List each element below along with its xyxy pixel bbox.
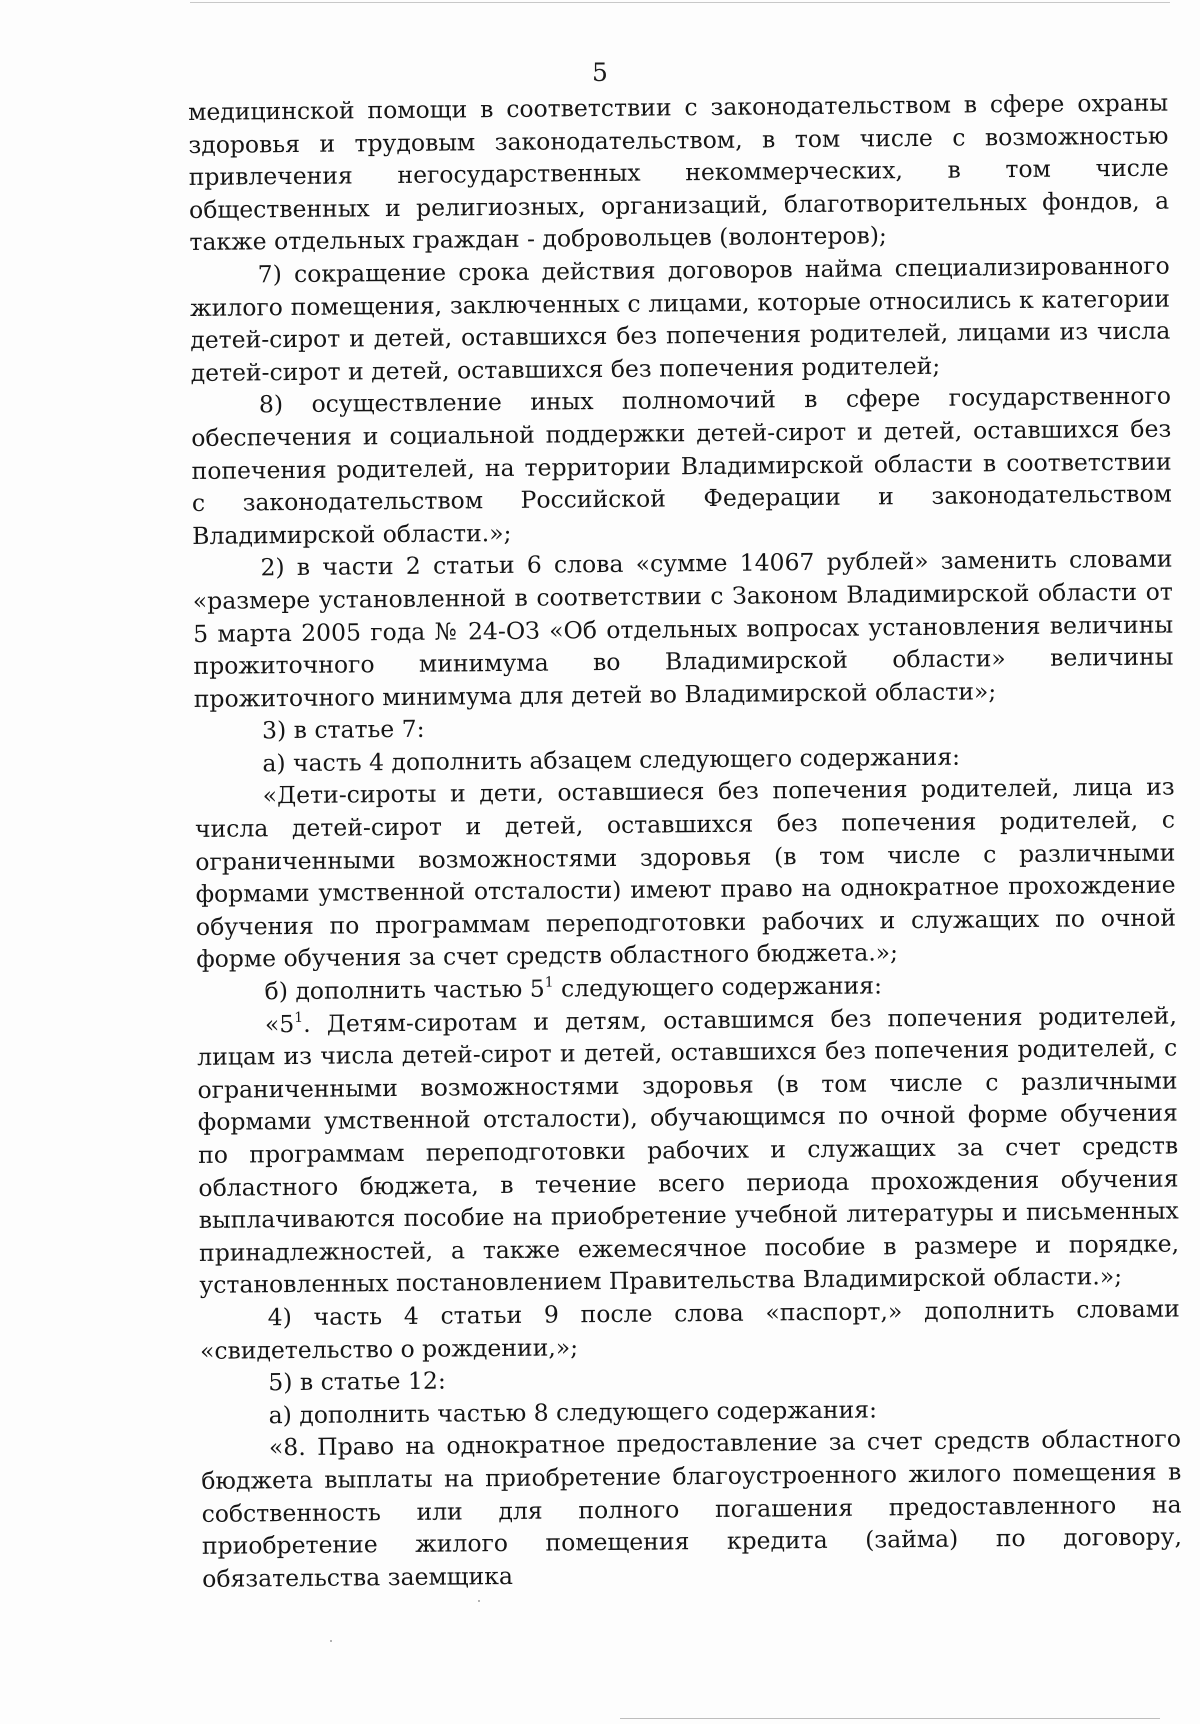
superscript: 1 — [294, 1009, 304, 1026]
paragraph-item-3: 3) в статье 7: — [261, 715, 425, 745]
bottom-edge-line — [620, 1718, 1160, 1719]
text-fragment: б) дополнить частью 5 — [264, 974, 545, 1006]
paragraph-item-8: 8) осуществление иных полномочий в сфере государственного обеспечения и социальной поддержки детей-сирот и детей, оставшихся без попечения родителей, на территории Владимирской области в соответствии с законодательством Российской Федерации и законодательством Владимирской области.»; — [191, 381, 1172, 550]
scan-speck — [330, 1640, 332, 1642]
superscript: 1 — [544, 974, 554, 991]
text-fragment: следующего содержания: — [553, 971, 883, 1003]
text-fragment: . Детям-сиротам и детям, оставшимся без попечения родителей, лицам из числа детей-сирот и детей, оставшихся без попечения родителей, с ограниченными возможностями здоровья (в том числе с различными формами умственной отсталости), обучающимся по очной форме обучения по программам переподготовки рабочих и служащих за счет средств областного бюджета, в течение всего периода прохождения обучения выплачиваются пособие на приобретение учебной литературы и письменных принадлежностей, а также ежемесячное пособие в размере и порядке, установленных постановлением Правительства Владимирской области.»; — [197, 1001, 1180, 1300]
paragraph-item-4: 4) часть 4 статьи 9 после слова «паспорт,» дополнить словами «свидетельство о рождении,»; — [199, 1294, 1180, 1365]
scan-speck — [478, 1600, 480, 1602]
paragraph-subitem-a: а) часть 4 дополнить абзацем следующего содержания: — [262, 742, 961, 778]
document-body — [188, 87, 1182, 1596]
paragraph-quote-part-8: «8. Право на однократное предоставление за счет средств областного бюджета выплаты на приобретение благоустроенного жилого помещения в собственность или для полного погашения предоставленного на приобретение жилого помещения кредита (займа) по договору, обязательства заемщика — [201, 1424, 1183, 1593]
paragraph-quote-part-5-1 — [197, 999, 1180, 1302]
top-edge-line — [190, 2, 1170, 3]
paragraph-subitem-a-2: а) дополнить частью 8 следующего содержания: — [268, 1395, 878, 1430]
page-number: 5 — [592, 58, 608, 87]
paragraph-item-2: 2) в части 2 статьи 6 слова «сумме 14067 рублей» заменить словами «размере установленной в соответствии с Законом Владимирской области от 5 марта 2005 года № 24-ОЗ «Об отдельных вопросах установления величины прожиточного минимума во Владимирской области» величины прожиточного минимума для детей во Владимирской области»; — [192, 544, 1174, 713]
text-fragment: «5 — [264, 1009, 295, 1038]
paragraph-continuation: медицинской помощи в соответствии с законодательством в сфере охраны здоровья и трудовым законодательством, в том числе с возможностью привлечения негосударственных некоммерческих, в том числе общественных и религиозных, организаций, благотворительных фондов, а также отдельных граждан - добровольцев (волонтеров); — [188, 88, 1170, 257]
paragraph-item-7: 7) сокращение срока действия договоров найма специализированного жилого помещения, заключенных с лицами, которые относились к категории детей-сирот и детей, оставшихся без попечения родителей, лицами из числа детей-сирот и детей, оставшихся без попечения родителей; — [189, 251, 1171, 387]
paragraph-quote-part-4: «Дети-сироты и дети, оставшиеся без попечения родителей, лица из числа детей-сирот и детей, оставшихся без попечения родителей, с ограниченными возможностями здоровья (в том числе с различными формами умственной отсталости) имеют право на однократное прохождение обучения по программам переподготовки рабочих и служащих по очной форме обучения за счет средств областного бюджета.»; — [194, 773, 1177, 974]
paragraph-item-5: 5) в статье 12: — [268, 1366, 446, 1397]
